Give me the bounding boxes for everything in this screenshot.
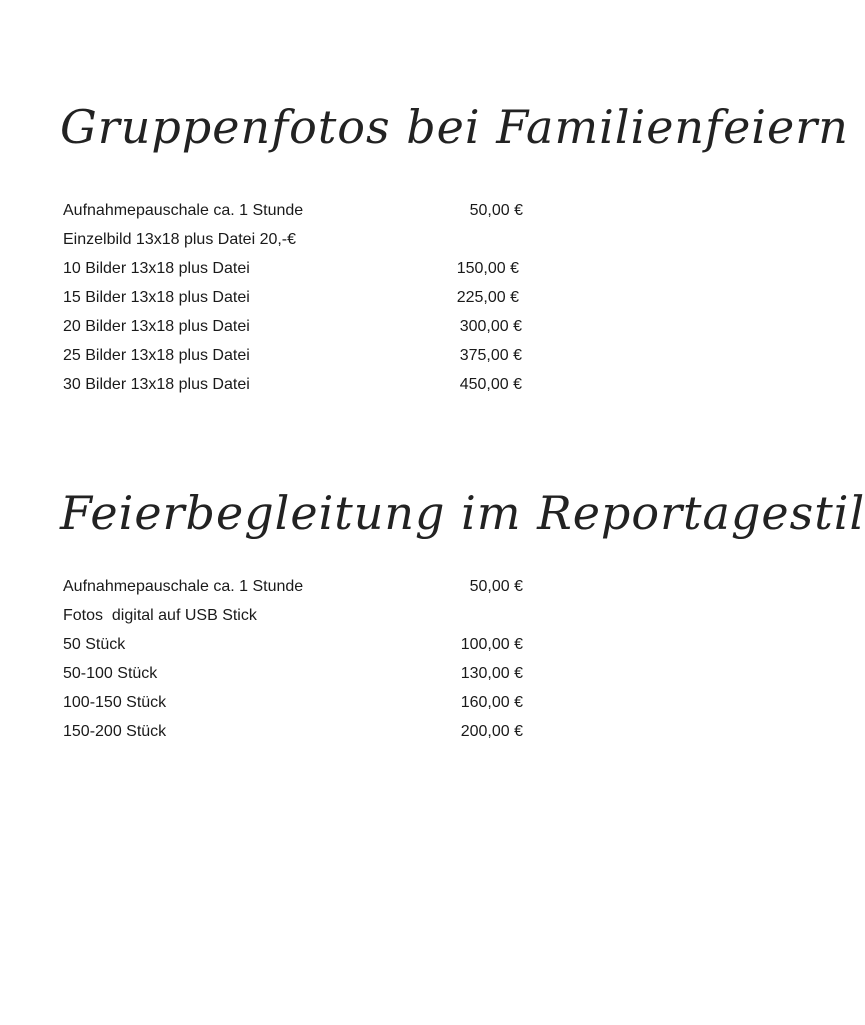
price-row bbox=[63, 720, 533, 744]
price-row bbox=[63, 228, 533, 252]
price-row bbox=[63, 344, 533, 368]
row-price: 375,00 € bbox=[459, 347, 522, 364]
price-row bbox=[63, 691, 533, 715]
row-price: 200,00 € bbox=[460, 723, 523, 740]
row-price: 50,00 € bbox=[469, 578, 523, 595]
price-row bbox=[63, 257, 533, 281]
row-label: 20 Bilder 13x18 plus Datei bbox=[63, 318, 250, 335]
row-label: Einzelbild 13x18 plus Datei 20,-€ bbox=[63, 231, 297, 248]
section-title-gruppenfotos: Gruppenfotos bei Familienfeiern bbox=[60, 100, 849, 154]
row-price: 300,00 € bbox=[459, 318, 522, 335]
row-label: 25 Bilder 13x18 plus Datei bbox=[63, 347, 250, 364]
row-label: 15 Bilder 13x18 plus Datei bbox=[63, 289, 250, 306]
row-label: 50-100 Stück bbox=[63, 665, 158, 682]
price-row bbox=[63, 604, 533, 628]
price-row bbox=[63, 286, 533, 310]
row-label: Aufnahmepauschale ca. 1 Stunde bbox=[63, 202, 304, 219]
price-row bbox=[63, 373, 533, 397]
price-row bbox=[63, 199, 533, 223]
price-row bbox=[63, 662, 533, 686]
row-price: 130,00 € bbox=[460, 665, 523, 682]
row-label: 30 Bilder 13x18 plus Datei bbox=[63, 376, 250, 393]
row-price: 100,00 € bbox=[460, 636, 523, 653]
row-label: Fotos digital auf USB Stick bbox=[63, 607, 257, 624]
section-title-feierbegleitung: Feierbegleitung im Reportagestil bbox=[60, 486, 865, 540]
row-price: 150,00 € bbox=[456, 260, 519, 277]
row-price: 50,00 € bbox=[469, 202, 523, 219]
row-price: 225,00 € bbox=[456, 289, 519, 306]
row-price: 160,00 € bbox=[460, 694, 523, 711]
price-row bbox=[63, 315, 533, 339]
price-row bbox=[63, 633, 533, 657]
row-price: 450,00 € bbox=[459, 376, 522, 393]
row-label: Aufnahmepauschale ca. 1 Stunde bbox=[63, 578, 304, 595]
row-label: 100-150 Stück bbox=[63, 694, 167, 711]
price-row bbox=[63, 575, 533, 599]
row-label: 10 Bilder 13x18 plus Datei bbox=[63, 260, 250, 277]
row-label: 50 Stück bbox=[63, 636, 126, 653]
row-label: 150-200 Stück bbox=[63, 723, 167, 740]
